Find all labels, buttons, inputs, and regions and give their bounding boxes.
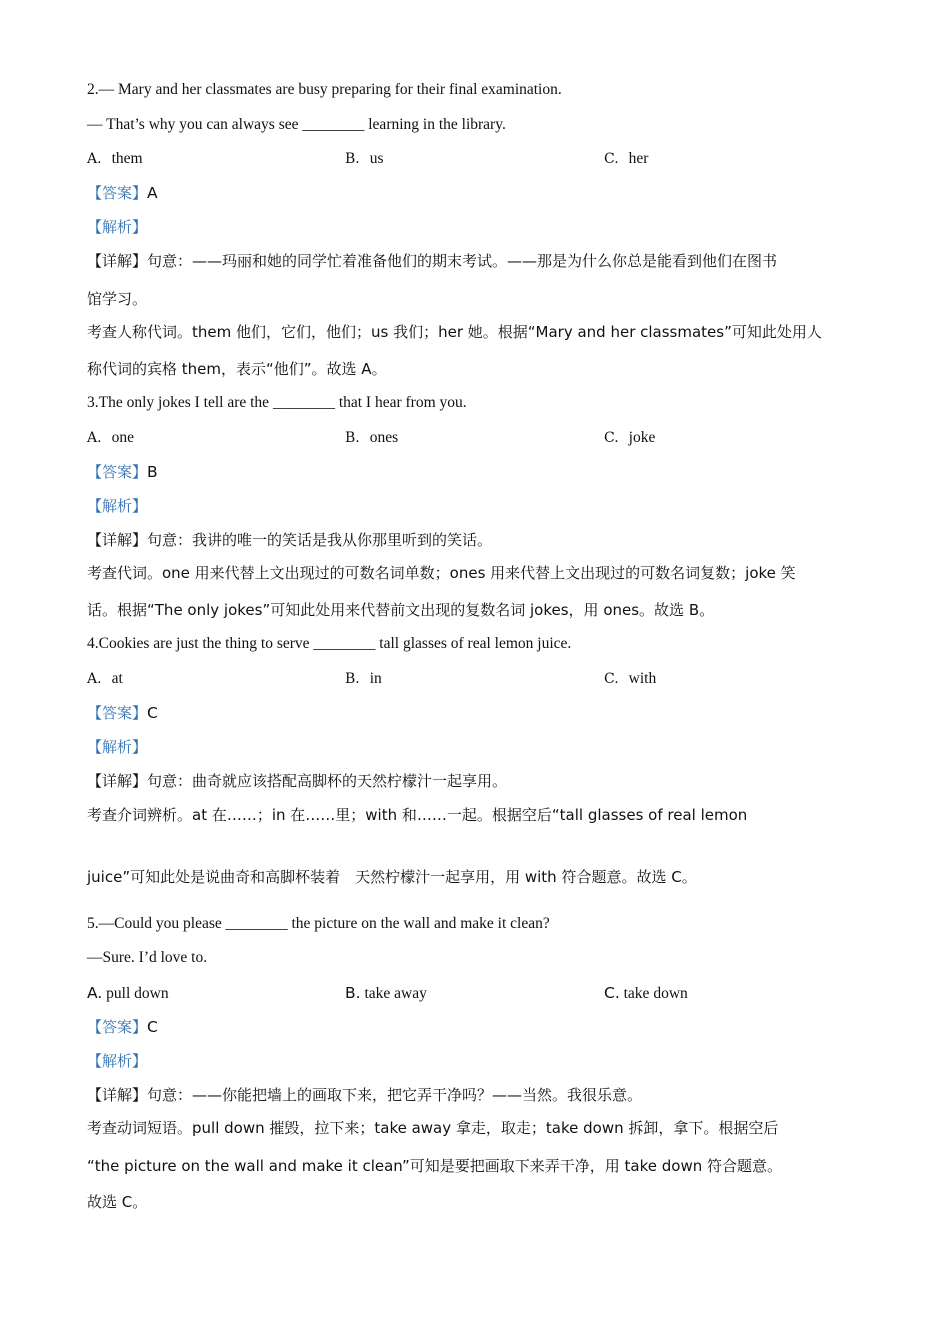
q5-analysis-label: 【解析】 <box>87 1052 148 1070</box>
q5-answer: 【答案】C <box>87 1018 158 1036</box>
q2-option-b: B. us <box>345 150 384 167</box>
q5-stem-line1: 5.—Could you please ________ the picture on the wall and make it clean? <box>87 915 550 932</box>
q2-stem-line2: — That’s why you can always see ________ learning in the library. <box>87 116 506 133</box>
q5-option-a: A. pull down <box>87 984 169 1002</box>
q3-detail-line1: 【详解】句意：我讲的唯一的笑话是我从你那里听到的笑话。 <box>87 531 493 549</box>
q2-option-c: C. her <box>604 150 649 167</box>
q4-analysis-label: 【解析】 <box>87 738 148 756</box>
q3-option-b: B. ones <box>345 429 399 446</box>
q2-detail-line3: 考查人称代词。them 他们，它们，他们；us 我们；her 她。根据“Mary and her classmates”可知此处用人 <box>87 323 822 341</box>
q4-detail-line3: juice”可知此处是说曲奇和高脚杯装着 天然柠檬汁一起享用，用 with 符合题意。故选 C。 <box>87 868 697 886</box>
q3-option-c: C. joke <box>604 429 656 446</box>
q2-answer: 【答案】A <box>87 184 158 202</box>
q2-stem-line1: 2.— Mary and her classmates are busy preparing for their final examination. <box>87 81 562 98</box>
q5-detail-line3: “the picture on the wall and make it clean”可知是要把画取下来弄干净，用 take down 符合题意。 <box>87 1157 782 1175</box>
q5-option-b: B. take away <box>345 984 427 1002</box>
q4-option-b: B. in <box>345 670 382 687</box>
q5-option-c: C. take down <box>604 984 688 1002</box>
q4-detail-line1: 【详解】句意：曲奇就应该搭配高脚杯的天然柠檬汁一起享用。 <box>87 772 508 790</box>
q4-option-a: A. at <box>87 670 123 687</box>
q2-option-a: A. them <box>87 150 143 167</box>
q4-stem-line1: 4.Cookies are just the thing to serve ________ tall glasses of real lemon juice. <box>87 635 572 652</box>
q3-detail-line2: 考查代词。one 用来代替上文出现过的可数名词单数；ones 用来代替上文出现过的可数名词复数；joke 笑 <box>87 564 796 582</box>
q2-detail-line4: 称代词的宾格 them，表示“他们”。故选 A。 <box>87 360 387 378</box>
q4-answer: 【答案】C <box>87 704 158 722</box>
q2-detail-line2: 馆学习。 <box>87 290 148 308</box>
q3-answer: 【答案】B <box>87 463 158 481</box>
q2-analysis-label: 【解析】 <box>87 218 148 236</box>
q5-detail-line4: 故选 C。 <box>87 1193 148 1211</box>
q5-detail-line2: 考查动词短语。pull down 摧毁，拉下来；take away 拿走，取走；take down 拆卸，拿下。根据空后 <box>87 1119 779 1137</box>
q4-option-c: C. with <box>604 670 657 687</box>
q3-option-a: A. one <box>87 429 134 446</box>
q3-detail-line3: 话。根据“The only jokes”可知此处用来代替前文出现的复数名词 jokes，用 ones。故选 B。 <box>87 601 715 619</box>
q5-stem-line2: —Sure. I’d love to. <box>87 949 208 966</box>
q5-detail-line1: 【详解】句意：——你能把墙上的画取下来，把它弄干净吗？——当然。我很乐意。 <box>87 1086 643 1104</box>
q4-detail-line2: 考查介词辨析。at 在……；in 在……里；with 和……一起。根据空后“tall glasses of real lemon <box>87 806 748 824</box>
q2-detail-line1: 【详解】句意：——玛丽和她的同学忙着准备他们的期末考试。——那是为什么你总是能看到他们在图书 <box>87 252 778 270</box>
q3-analysis-label: 【解析】 <box>87 497 148 515</box>
q3-stem-line1: 3.The only jokes I tell are the ________ that I hear from you. <box>87 394 467 411</box>
